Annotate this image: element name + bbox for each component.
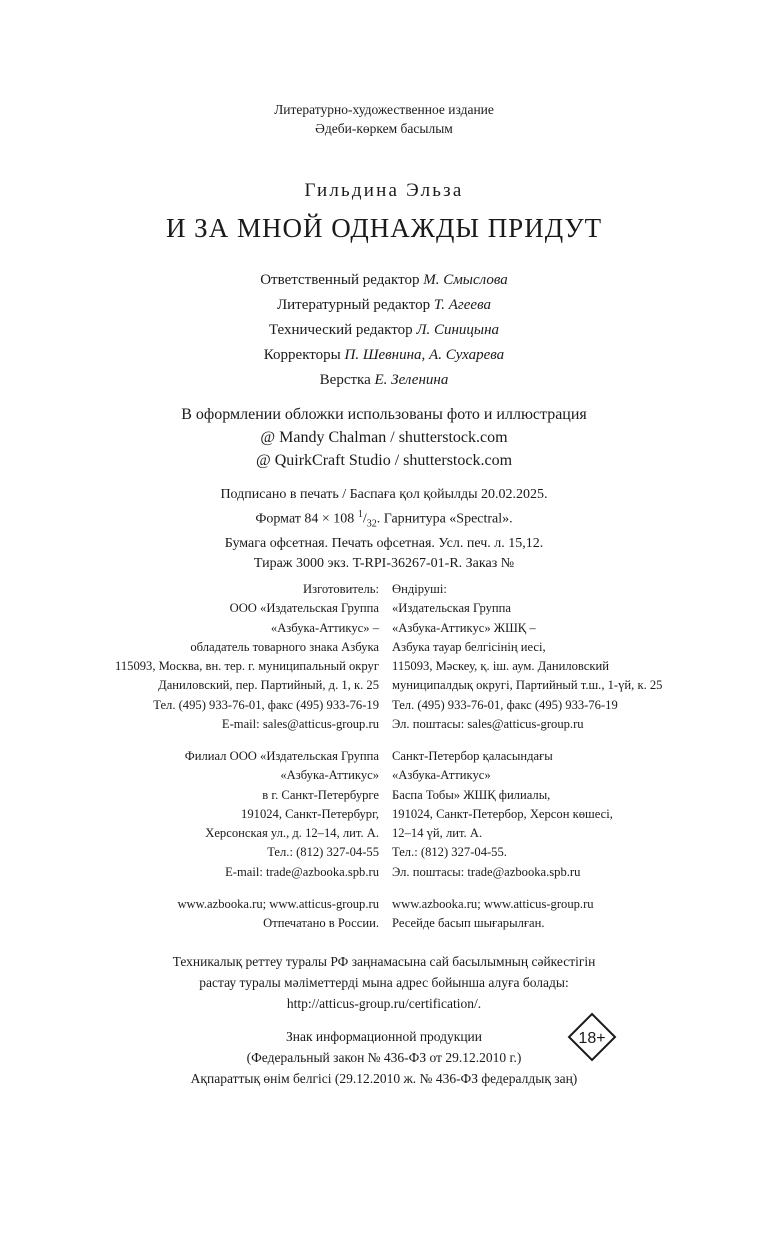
manufacturer-ru-line: Даниловский, пер. Партийный, д. 1, к. 25: [158, 678, 379, 693]
branch-ru-line: «Азбука-Аттикус»: [280, 768, 379, 783]
paper-line: Бумага офсетная. Печать офсетная. Усл. печ. л. 15,12.: [224, 536, 544, 552]
manufacturer-ru-line: ООО «Издательская Группа: [229, 601, 379, 616]
editor-name: Е. Зеленина: [374, 372, 449, 388]
cover-credits: [0, 403, 768, 472]
editor-role: Верстка: [319, 372, 371, 388]
editor-name: М. Смыслова: [423, 272, 508, 288]
manufacturer-ru-line: «Азбука-Аттикус» –: [270, 620, 379, 635]
editor-line: [0, 368, 768, 393]
branch-kz-line: Санкт-Петербор қаласындағы: [392, 749, 553, 763]
format-denominator: 32: [366, 518, 377, 530]
branch-ru-line: Тел.: (812) 327-04-55: [267, 845, 379, 860]
website-ru-line: www.azbooka.ru; www.atticus-group.ru: [177, 897, 379, 911]
manufacturer-kz-line: муниципалдық округі, Партийный т.ш., 1-үй, к. 25: [392, 678, 663, 693]
editor-line: [0, 343, 768, 368]
branch-ru-line: 191024, Санкт-Петербург,: [241, 806, 379, 821]
age-rating-icon: [567, 1012, 617, 1062]
branch-kz-line: Баспа Тобы» ЖШҚ филиалы,: [392, 787, 551, 802]
branch-block: [0, 747, 768, 882]
certification-line: растау туралы мәліметтерді мына адрес бойынша алуға болады:: [199, 975, 569, 990]
manufacturer-kz-line: «Азбука-Аттикус» ЖШҚ –: [392, 620, 536, 635]
editor-role: Корректоры: [263, 347, 341, 363]
age-rating-diamond: [567, 1012, 617, 1062]
info-mark-block: [0, 1026, 768, 1089]
branch-kz-line: 12–14 үй, лит. А.: [392, 826, 483, 841]
age-rating-text: 18+: [578, 1030, 606, 1047]
run-line: Тираж 3000 экз. T-RPI-36267-01-R. Заказ №: [253, 556, 515, 572]
editor-role: Ответственный редактор: [260, 272, 420, 288]
manufacturer-kz-line: «Издательская Группа: [392, 601, 511, 616]
format-prefix: Формат 84 × 108: [255, 511, 355, 527]
manufacturer-ru-line: 115093, Москва, вн. тер. г. муниципальный округ: [115, 659, 379, 674]
manufacturer-kz-line: 115093, Мәскеу, қ. іш. аум. Даниловский: [392, 659, 609, 674]
editor-role: Технический редактор: [268, 322, 413, 338]
manufacturer-kz-line: Эл. поштасы: sales@atticus-group.ru: [392, 717, 584, 732]
editors-block: [0, 268, 768, 393]
branch-ru-line: в г. Санкт-Петербурге: [262, 787, 379, 802]
branch-ru-line: Филиал ООО «Издательская Группа: [184, 749, 379, 763]
manufacturer-ru-line: Изготовитель:: [303, 582, 379, 596]
branch-ru-line: E-mail: trade@azbooka.spb.ru: [225, 864, 379, 879]
format-numerator: 1: [357, 509, 363, 520]
manufacturer-ru-line: E-mail: sales@atticus-group.ru: [221, 717, 379, 732]
author-name: Гильдина Эльза: [304, 180, 464, 201]
editor-name: Л. Синицына: [416, 322, 500, 338]
cover-credits-line: @ QuirkCraft Studio / shutterstock.com: [255, 452, 513, 469]
printed-in-kz: Ресейде басып шығарылған.: [392, 916, 545, 931]
websites-block: [0, 895, 768, 934]
branch-kz-line: Тел.: (812) 327-04-55.: [392, 845, 507, 860]
cover-credits-line: @ Mandy Chalman / shutterstock.com: [260, 429, 508, 446]
book-title: И ЗА МНОЙ ОДНАЖДЫ ПРИДУТ: [165, 213, 603, 243]
edition-type-ru: Литературно-художественное издание: [274, 102, 494, 117]
format-suffix: . Гарнитура «Spectral».: [376, 511, 513, 527]
branch-kz-line: Эл. поштасы: trade@azbooka.spb.ru: [392, 864, 581, 879]
info-mark-line: Знак информационной продукции: [285, 1029, 483, 1044]
manufacturer-kz-line: Тел. (495) 933-76-01, факс (495) 933-76-19: [392, 697, 618, 712]
branch-ru-line: Херсонская ул., д. 12–14, лит. А.: [205, 826, 379, 841]
format-line: Формат 84 × 108 $^1/_{32}$. Гарнитура «Spectral».: [255, 509, 513, 530]
editor-role: Литературный редактор: [276, 297, 431, 313]
website-kz-line: www.azbooka.ru; www.atticus-group.ru: [392, 897, 594, 911]
branch-kz-line: 191024, Санкт-Петербор, Херсон көшесі,: [392, 806, 613, 821]
manufacturer-ru-line: обладатель товарного знака Азбука: [190, 639, 379, 654]
info-mark-line: (Федеральный закон № 436-ФЗ от 29.12.2010 г.): [246, 1050, 522, 1065]
manufacturer-kz-line: Азбука тауар белгісінің иесі,: [392, 639, 546, 654]
manufacturer-kz-line: Өндіруші:: [392, 582, 447, 596]
certification-note: [0, 951, 768, 1014]
certification-line: Техникалық реттеу туралы РФ заңнамасына сай басылымның сәйкестігін: [172, 954, 596, 969]
info-mark-line: Ақпараттық өнім белгісі (29.12.2010 ж. № 436-ФЗ федералдық заң): [190, 1071, 578, 1086]
editor-line: [0, 318, 768, 343]
editor-name: П. Шевнина, А. Сухарева: [344, 347, 505, 363]
edition-type: [0, 100, 768, 138]
branch-kz-line: «Азбука-Аттикус»: [392, 768, 491, 783]
manufacturer-block: [0, 580, 768, 734]
editor-name: Т. Агеева: [433, 297, 491, 313]
manufacturer-ru-line: Тел. (495) 933-76-01, факс (495) 933-76-19: [153, 697, 379, 712]
editor-line: [0, 268, 768, 293]
cover-credits-line: В оформлении обложки использованы фото и иллюстрация: [181, 406, 587, 423]
signed-line: Подписано в печать / Баспаға қол қойылды 20.02.2025.: [220, 487, 548, 502]
printed-in-ru: Отпечатано в России.: [263, 916, 379, 931]
edition-type-kz: Әдеби-көркем басылым: [315, 121, 453, 136]
editor-line: [0, 293, 768, 318]
printing-info: [0, 485, 768, 574]
certification-link: http://atticus-group.ru/certification/.: [286, 996, 482, 1011]
